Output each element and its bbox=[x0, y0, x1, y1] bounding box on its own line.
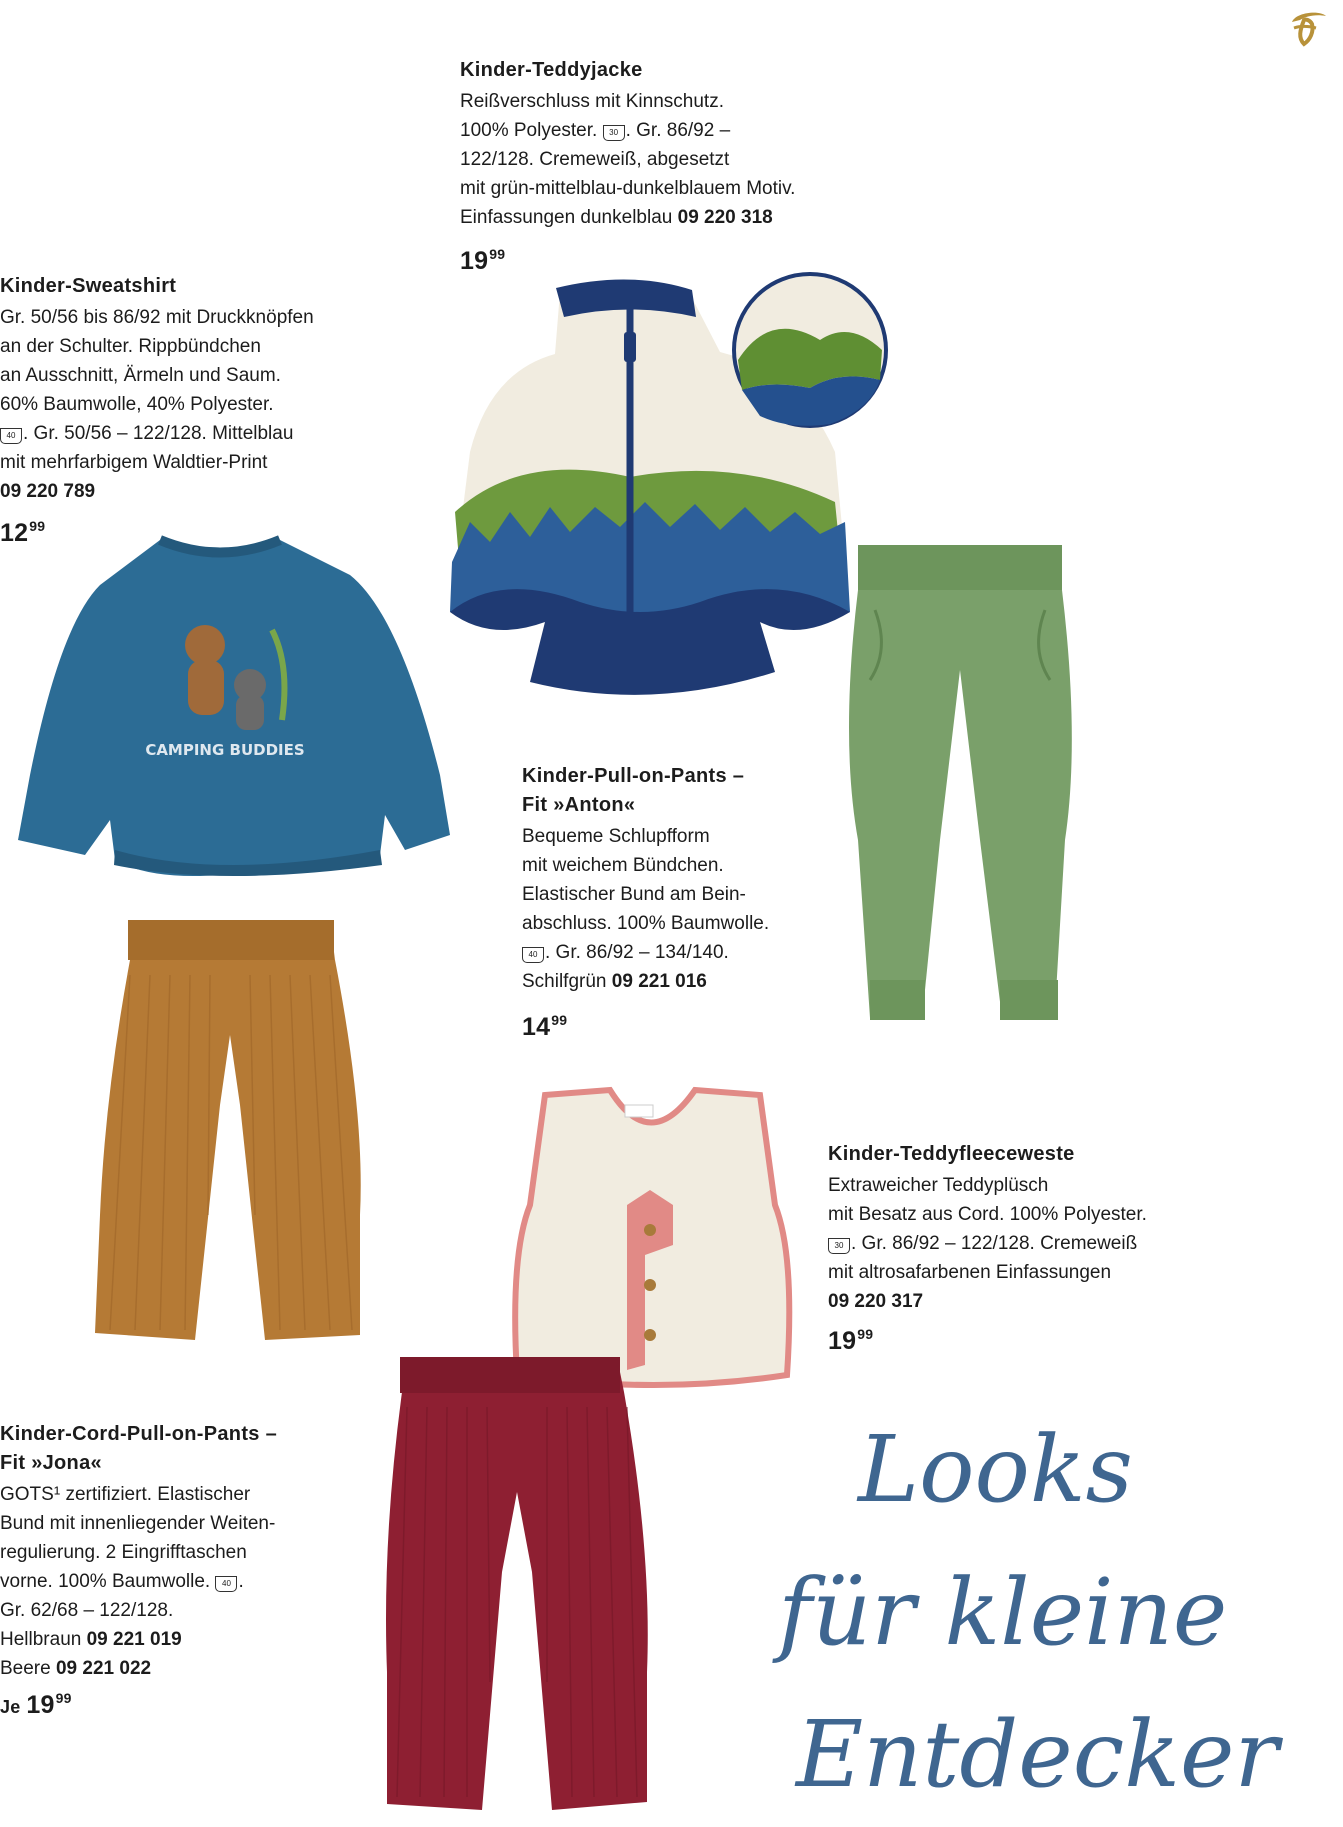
teddyjacke-line-part: Einfassungen dunkelblau bbox=[460, 207, 673, 228]
teddyjacke-line-part: . Gr. 86/92 – bbox=[625, 120, 731, 141]
pullon-line: abschluss. 100% Baumwolle. bbox=[522, 913, 770, 934]
weste-line: mit Besatz aus Cord. 100% Polyester. bbox=[828, 1204, 1147, 1225]
wash-40-icon: 40 bbox=[522, 947, 544, 963]
cord-fit-title: Fit »Jona« bbox=[0, 1452, 102, 1474]
price-cents: 99 bbox=[857, 1326, 874, 1342]
cord-line-part: Beere bbox=[0, 1658, 51, 1679]
weste-title: Kinder-Teddyfleeceweste bbox=[828, 1143, 1075, 1165]
cord-line: GOTS¹ zertifiziert. Elastischer bbox=[0, 1484, 251, 1505]
sweatshirt-line: 60% Baumwolle, 40% Polyester. bbox=[0, 394, 274, 415]
pullon-line: Bequeme Schlupfform bbox=[522, 826, 710, 847]
price-main: 19 bbox=[828, 1327, 857, 1355]
sweatshirt-text bbox=[0, 272, 314, 506]
teddyjacke-line: 122/128. Cremeweiß, abgesetzt bbox=[460, 149, 730, 170]
price-main: 14 bbox=[522, 1013, 551, 1041]
weste-line bbox=[828, 1229, 1147, 1258]
cord-article-number-brown: 09 221 019 bbox=[86, 1629, 182, 1650]
wash-30-icon: 30 bbox=[828, 1238, 850, 1254]
teddyjacke-title: Kinder-Teddyjacke bbox=[460, 59, 643, 81]
weste-text bbox=[828, 1140, 1147, 1316]
red-cord-pants-image bbox=[372, 1352, 662, 1822]
sweatshirt-article-number: 09 220 789 bbox=[0, 481, 96, 502]
teddyjacke-line bbox=[460, 203, 795, 232]
weste-line: Extraweicher Teddyplüsch bbox=[828, 1175, 1049, 1196]
weste-line-part: . Gr. 86/92 – 122/128. Cremeweiß bbox=[851, 1233, 1138, 1254]
cord-line-part: Hellbraun bbox=[0, 1629, 82, 1650]
sweatshirt-image bbox=[10, 535, 460, 880]
headline-line-2: für kleine bbox=[778, 1559, 1228, 1666]
fabric-detail-circle bbox=[730, 270, 890, 430]
pullon-fit-title: Fit »Anton« bbox=[522, 794, 636, 816]
price-cents: 99 bbox=[55, 1690, 72, 1706]
brown-cord-pants-image bbox=[90, 915, 375, 1355]
sweatshirt-line: an der Schulter. Rippbündchen bbox=[0, 336, 261, 357]
sweatshirt-line bbox=[0, 419, 314, 448]
cord-article-number-red: 09 221 022 bbox=[55, 1658, 152, 1679]
teddyjacke-line: Reißverschluss mit Kinnschutz. bbox=[460, 91, 724, 112]
cord-line-part: vorne. 100% Baumwolle. bbox=[0, 1571, 211, 1592]
pullon-line: Elastischer Bund am Bein- bbox=[522, 884, 746, 905]
cord-line: Bund mit innenliegender Weiten- bbox=[0, 1513, 276, 1534]
cord-line: vorne. 100% Baumwolle. 40 . bbox=[0, 1571, 244, 1592]
pullon-line-part: Schilfgrün bbox=[522, 971, 607, 992]
pullon-line bbox=[522, 938, 769, 967]
price-main: 19 bbox=[26, 1691, 55, 1719]
sweatshirt-title: Kinder-Sweatshirt bbox=[0, 275, 177, 297]
pullon-line: mit weichem Bündchen. bbox=[522, 855, 724, 876]
pullon-text bbox=[522, 762, 769, 996]
teddyjacke-line bbox=[460, 116, 795, 145]
wash-40-icon: 40 bbox=[0, 428, 22, 444]
pullon-article-number: 09 221 016 bbox=[611, 971, 707, 992]
headline-line-1: Looks bbox=[858, 1416, 1133, 1523]
price-cents: 99 bbox=[551, 1012, 568, 1028]
teddyjacke-line: mit grün-mittelblau-dunkelblauem Motiv. bbox=[460, 178, 796, 199]
teddyfleece-vest-image bbox=[505, 1085, 800, 1395]
teddyjacke-article-number: 09 220 318 bbox=[677, 207, 773, 228]
price-cents: 99 bbox=[489, 246, 506, 262]
sweatshirt-print-text: CAMPING BUDDIES bbox=[145, 741, 305, 759]
cord-line: Gr. 62/68 – 122/128. bbox=[0, 1600, 174, 1621]
wash-40-icon: 40 bbox=[215, 1576, 237, 1592]
weste-line: mit altrosafarbenen Einfassungen bbox=[828, 1262, 1112, 1283]
sweatshirt-line: mit mehrfarbigem Waldtier-Print bbox=[0, 452, 268, 473]
tchibo-logo-icon bbox=[1286, 6, 1330, 48]
green-pants-image bbox=[830, 540, 1090, 1045]
cord-line bbox=[0, 1654, 277, 1683]
cord-text bbox=[0, 1420, 277, 1683]
cord-title: Kinder-Cord-Pull-on-Pants – bbox=[0, 1423, 277, 1445]
pullon-title: Kinder-Pull-on-Pants – bbox=[522, 765, 745, 787]
weste-price bbox=[828, 1326, 873, 1356]
price-cents: 99 bbox=[29, 518, 46, 534]
cord-line: regulierung. 2 Eingrifftaschen bbox=[0, 1542, 247, 1563]
cord-price bbox=[0, 1690, 72, 1720]
sweatshirt-line-part: . Gr. 50/56 – 122/128. Mittelblau bbox=[23, 423, 294, 444]
weste-article-number: 09 220 317 bbox=[828, 1291, 924, 1312]
pullon-line-part: . Gr. 86/92 – 134/140. bbox=[545, 942, 729, 963]
headline-line-3: Entdecker bbox=[796, 1701, 1279, 1808]
cord-line bbox=[0, 1625, 277, 1654]
teddyjacke-text bbox=[460, 56, 795, 232]
wash-30-icon: 30 bbox=[603, 125, 625, 141]
teddyjacke-line-part: 100% Polyester. bbox=[460, 120, 598, 141]
price-prefix: Je bbox=[0, 1697, 21, 1717]
pullon-line bbox=[522, 967, 769, 996]
price-main: 19 bbox=[460, 247, 489, 275]
price-main: 12 bbox=[0, 519, 29, 547]
sweatshirt-line: an Ausschnitt, Ärmeln und Saum. bbox=[0, 365, 281, 386]
pullon-price bbox=[522, 1012, 567, 1042]
sweatshirt-line: Gr. 50/56 bis 86/92 mit Druckknöpfen bbox=[0, 307, 314, 328]
